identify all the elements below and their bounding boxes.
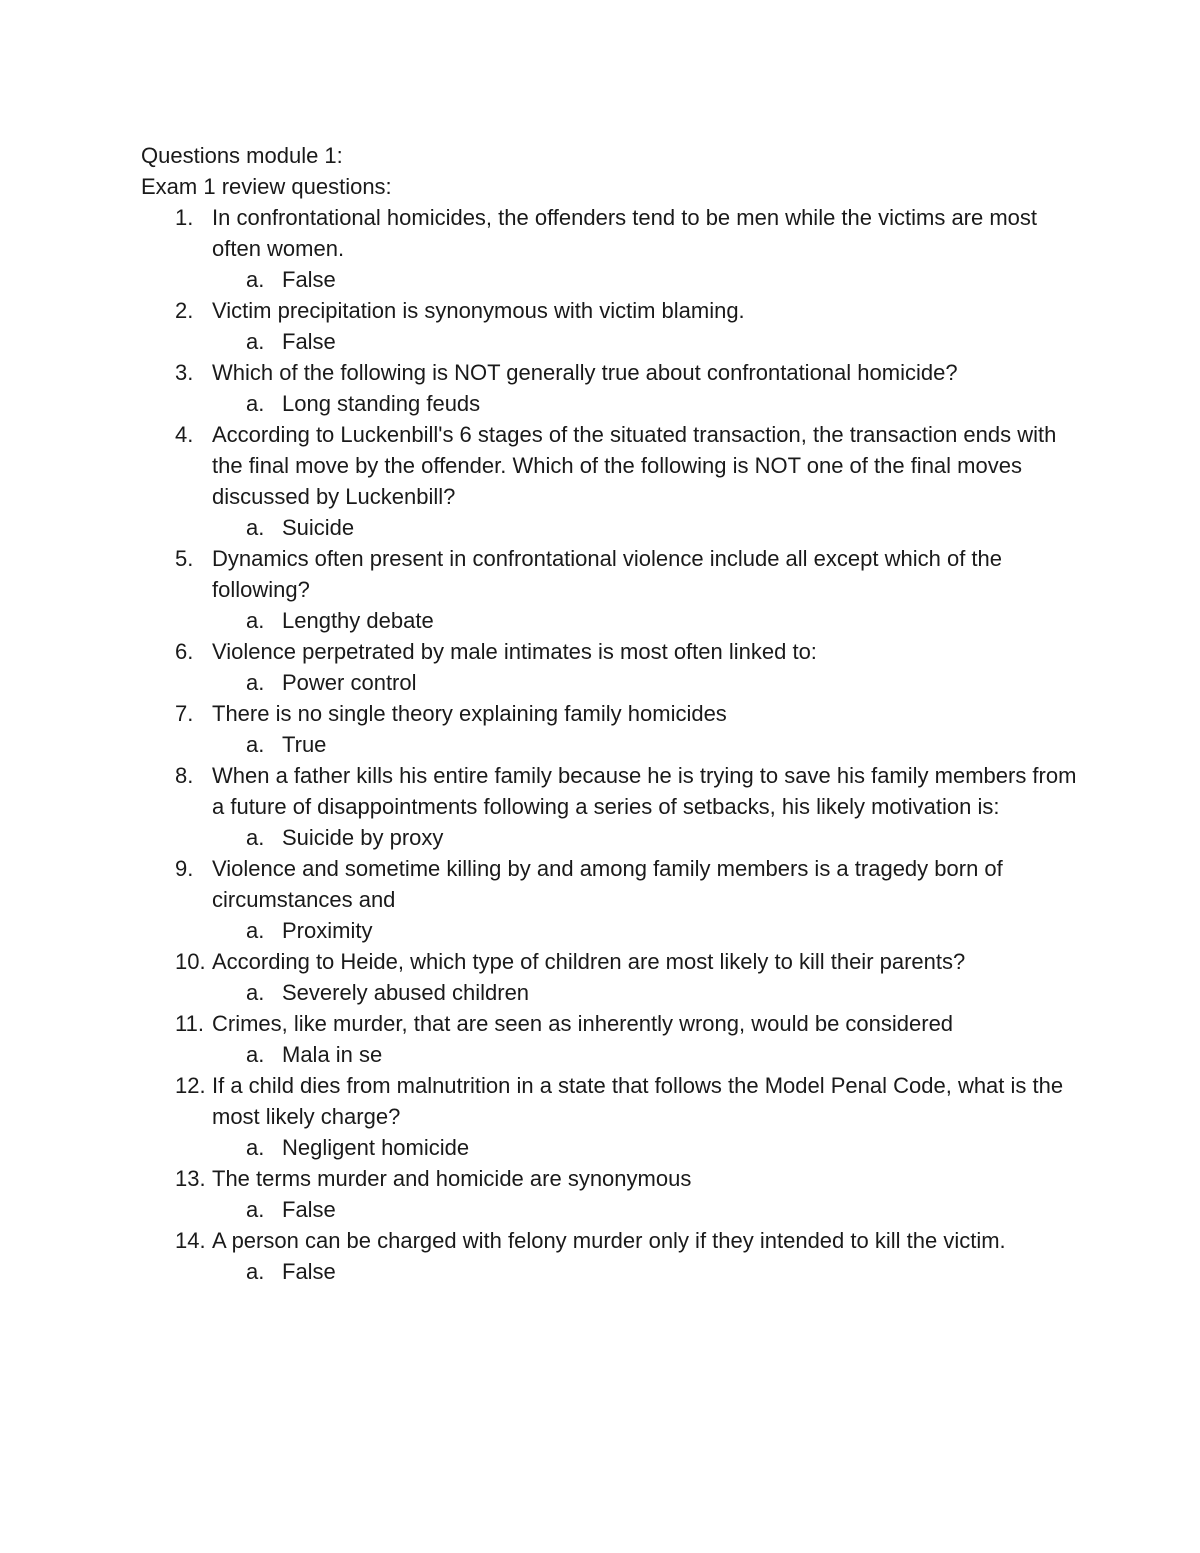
answer-item: [141, 326, 1081, 357]
answer-item: [141, 1132, 1081, 1163]
answer-item: [141, 977, 1081, 1008]
question-text: A person can be charged with felony murder only if they intended to kill the victim.: [212, 1228, 1006, 1253]
question-text: There is no single theory explaining family homicides: [212, 701, 727, 726]
question-item: [141, 1163, 1081, 1225]
question-number: 9.: [175, 856, 194, 881]
question-text: Violence perpetrated by male intimates is most often linked to:: [212, 639, 817, 664]
question-number: 4.: [175, 422, 194, 447]
question-number: 8.: [175, 763, 194, 788]
answer-item: [141, 512, 1081, 543]
question-item: [141, 1070, 1081, 1163]
question-item: [141, 853, 1081, 946]
answer-text: False: [282, 1197, 336, 1222]
answer-text: Negligent homicide: [282, 1135, 470, 1160]
question-number: 2.: [175, 298, 194, 323]
question-number: 12.: [175, 1073, 206, 1098]
question-number: 5.: [175, 546, 194, 571]
question-text: In confrontational homicides, the offenders tend to be men while the victims are most often women.: [212, 205, 1038, 261]
answer-letter: a.: [246, 329, 265, 354]
question-number: 6.: [175, 639, 194, 664]
answer-letter: a.: [246, 670, 265, 695]
question-number: 1.: [175, 205, 194, 230]
question-item: [141, 1225, 1081, 1287]
question-text: Dynamics often present in confrontational violence include all except which of the following?: [212, 546, 1003, 602]
question-text: Victim precipitation is synonymous with victim blaming.: [212, 298, 745, 323]
question-number: 3.: [175, 360, 194, 385]
answer-text: False: [282, 267, 336, 292]
answer-item: [141, 264, 1081, 295]
question-text: Violence and sometime killing by and among family members is a tragedy born of circumstances and: [212, 856, 1003, 912]
question-text: The terms murder and homicide are synonymous: [212, 1166, 692, 1191]
question-item: [141, 357, 1081, 419]
answer-letter: a.: [246, 391, 265, 416]
question-text: If a child dies from malnutrition in a state that follows the Model Penal Code, what is the most likely charge?: [212, 1073, 1064, 1129]
answer-text: Suicide: [282, 515, 355, 540]
answer-item: [141, 667, 1081, 698]
answer-item: [141, 822, 1081, 853]
answer-text: Long standing feuds: [282, 391, 481, 416]
answer-letter: a.: [246, 825, 265, 850]
answer-letter: a.: [246, 1042, 265, 1067]
answer-text: Lengthy debate: [282, 608, 434, 633]
answer-text: False: [282, 1259, 336, 1284]
answer-text: Proximity: [282, 918, 373, 943]
question-item: [141, 202, 1081, 295]
answer-text: Power control: [282, 670, 417, 695]
question-list: [141, 202, 1081, 1287]
answer-letter: a.: [246, 515, 265, 540]
question-number: 14.: [175, 1228, 206, 1253]
question-item: [141, 543, 1081, 636]
question-number: 10.: [175, 949, 206, 974]
document-subtitle: Exam 1 review questions:: [141, 174, 392, 199]
question-item: [141, 946, 1081, 1008]
answer-item: [141, 605, 1081, 636]
answer-text: False: [282, 329, 336, 354]
answer-letter: a.: [246, 1135, 265, 1160]
answer-text: Mala in se: [282, 1042, 383, 1067]
answer-item: [141, 1256, 1081, 1287]
answer-item: [141, 1194, 1081, 1225]
question-text: Crimes, like murder, that are seen as inherently wrong, would be considered: [212, 1011, 954, 1036]
answer-item: [141, 915, 1081, 946]
document-body: [141, 140, 1081, 1287]
question-number: 11.: [175, 1011, 204, 1036]
question-item: [141, 636, 1081, 698]
question-text: When a father kills his entire family because he is trying to save his family members from a future of disappointments following a series of setbacks, his likely motivation is:: [212, 763, 1077, 819]
question-number: 13.: [175, 1166, 206, 1191]
answer-letter: a.: [246, 1259, 265, 1284]
question-item: [141, 419, 1081, 543]
answer-item: [141, 1039, 1081, 1070]
answer-letter: a.: [246, 608, 265, 633]
answer-letter: a.: [246, 918, 265, 943]
question-number: 7.: [175, 701, 194, 726]
document-title: Questions module 1:: [141, 143, 343, 168]
question-item: [141, 295, 1081, 357]
answer-letter: a.: [246, 267, 265, 292]
answer-letter: a.: [246, 980, 265, 1005]
answer-letter: a.: [246, 1197, 265, 1222]
answer-text: Severely abused children: [282, 980, 530, 1005]
answer-item: [141, 729, 1081, 760]
question-item: [141, 760, 1081, 853]
question-text: According to Heide, which type of children are most likely to kill their parents?: [212, 949, 966, 974]
answer-letter: a.: [246, 732, 265, 757]
question-text: Which of the following is NOT generally true about confrontational homicide?: [212, 360, 958, 385]
question-text: According to Luckenbill's 6 stages of the situated transaction, the transaction ends with the final move by the offender. Which of the following is NOT one of the final moves discussed by Luckenbill?: [212, 422, 1057, 509]
question-item: [141, 1008, 1081, 1070]
answer-text: True: [282, 732, 327, 757]
answer-text: Suicide by proxy: [282, 825, 444, 850]
question-item: [141, 698, 1081, 760]
answer-item: [141, 388, 1081, 419]
